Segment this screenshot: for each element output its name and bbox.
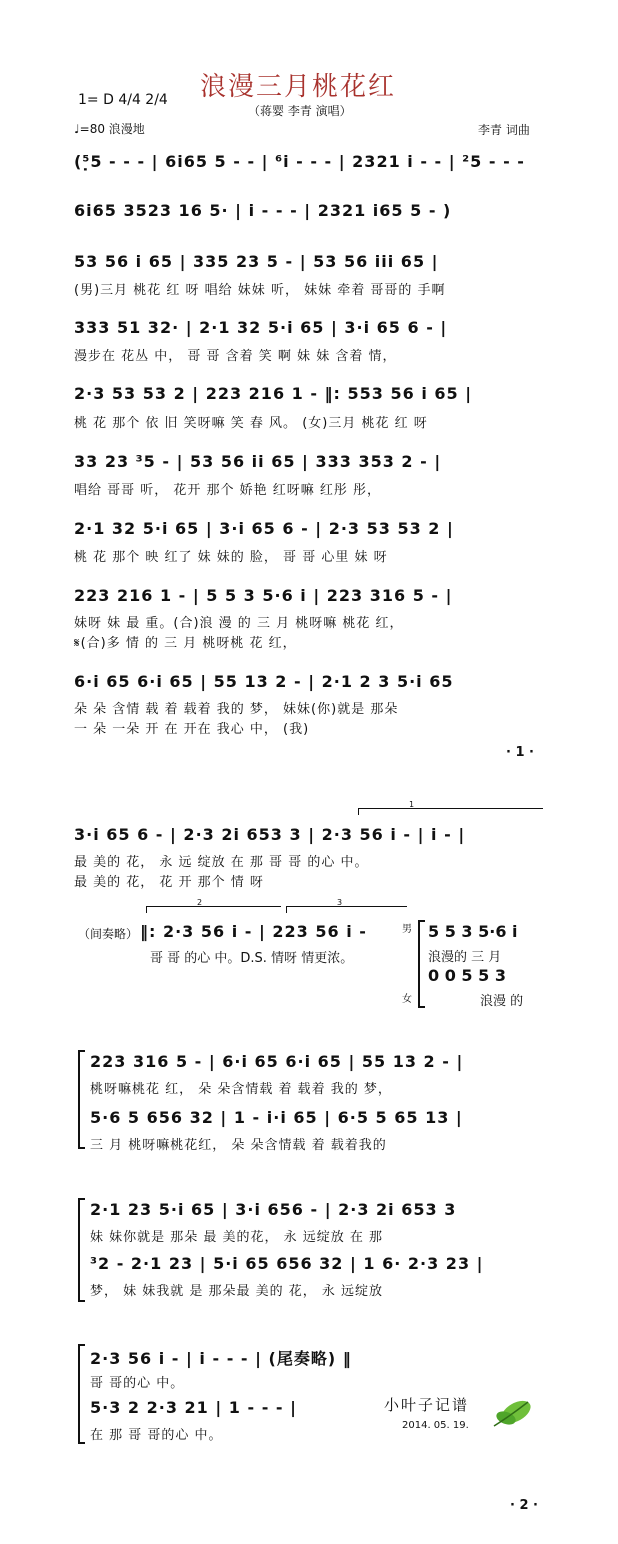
notation-line: 223 216 1 - | 5 5 3 5·6 i | 223 316 5 - | xyxy=(74,586,453,605)
notation-line: 6·i 65 6·i 65 | 55 13 2 - | 2·1 2 3 5·i 65 xyxy=(74,672,454,691)
page-number-2: · 2 · xyxy=(510,1498,538,1513)
volta-number: 3 xyxy=(337,898,343,907)
notation-line: 333 51 32· | 2·1 32 5·i 65 | 3·i 65 6 - | xyxy=(74,318,448,337)
lyric-line: 最 美的 花， 永 远 绽放 在 那 哥 哥 的心 中。 xyxy=(74,855,369,870)
notation-line: ³2 - 2·1 23 | 5·i 65 656 32 | 1 6· 2·3 23 | xyxy=(90,1254,484,1273)
notation-line: 223 316 5 - | 6·i 65 6·i 65 | 55 13 2 - | xyxy=(90,1052,464,1071)
lyric-line: (男)三月 桃花 红 呀 唱给 妹妹 听， 妹妹 牵着 哥哥的 手啊 xyxy=(74,283,446,298)
male-notation: 5 5 3 5·6 i xyxy=(428,922,518,941)
interlude-label: （间奏略） xyxy=(78,927,139,941)
male-label: 男 xyxy=(402,924,412,935)
notation-line: 2·1 23 5·i 65 | 3·i 656 - | 2·3 2i 653 3 xyxy=(90,1200,457,1219)
lyric-line: 梦， 妹 妹我就 是 那朵最 美的 花， 永 远绽放 xyxy=(90,1284,384,1299)
leaf-icon xyxy=(490,1392,536,1432)
notation-line: 2·3 53 53 2 | 223 216 1 - ‖: 553 56 i 65 | xyxy=(74,384,473,403)
volta-bracket xyxy=(358,800,543,815)
lyric-line: 三 月 桃呀嘛桃花红， 朵 朵含情载 着 载着我的 xyxy=(90,1138,387,1153)
notation-line: 5·6 5 656 32 | 1 - i·i 65 | 6·5 5 65 13 | xyxy=(90,1108,463,1127)
notation-line: ‖: 2·3 56 i - | 223 56 i - xyxy=(140,922,367,941)
notation-line: 6i65 3523 16 5· | i - - - | 2321 i65 5 - ) xyxy=(74,201,452,220)
song-title: 浪漫三月桃花红 xyxy=(200,72,397,102)
system-brace xyxy=(78,1198,85,1302)
female-lyric: 浪漫 的 xyxy=(480,994,524,1009)
volta-number: 1 xyxy=(409,800,415,809)
lyric-line-verse2: 最 美的 花， 花 开 那个 情 呀 xyxy=(74,875,264,890)
transcription-date: 2014. 05. 19. xyxy=(402,1420,469,1431)
lyric-line: 哥 哥 的心 中。D.S. 情呀 情更浓。 xyxy=(150,951,354,966)
tempo-marking: ♩=80 浪漫地 xyxy=(74,122,145,136)
lyric-line: 朵 朵 含情 载 着 载着 我的 梦， 妹妹(你)就是 那朵 xyxy=(74,702,399,717)
singers: （蒋婴 李青 演唱） xyxy=(248,104,352,118)
transcriber-stamp: 小叶子记谱 xyxy=(384,1396,470,1414)
lyric-line-verse2: 一 朵 一朵 开 在 开在 我心 中， (我) xyxy=(74,722,310,737)
author: 李青 词曲 xyxy=(478,123,530,137)
lyric-line: 桃呀嘛桃花 红， 朵 朵含情载 着 载着 我的 梦， xyxy=(90,1082,392,1097)
female-notation: 0 0 5 5 3 xyxy=(428,966,506,985)
notation-line: 3·i 65 6 - | 2·3 2i 653 3 | 2·3 56 i - | i - | xyxy=(74,825,466,844)
volta-number: 2 xyxy=(197,898,203,907)
female-label: 女 xyxy=(402,994,412,1005)
lyric-line: 哥 哥的心 中。 xyxy=(90,1376,185,1391)
notation-line: 53 56 i 65 | 335 23 5 - | 53 56 iii 65 | xyxy=(74,252,439,271)
lyric-line-verse2: 𝄋(合)多 情 的 三 月 桃呀桃 花 红， xyxy=(74,636,297,651)
lyric-line: 在 那 哥 哥的心 中。 xyxy=(90,1428,223,1443)
lyric-line: 桃 花 那个 映 红了 妹 妹的 脸， 哥 哥 心里 妹 呀 xyxy=(74,550,388,565)
notation-line: 5·3 2 2·3 21 | 1 - - - | xyxy=(90,1398,297,1417)
lyric-line: 漫步在 花丛 中， 哥 哥 含着 笑 啊 妹 妹 含着 情， xyxy=(74,349,397,364)
system-brace xyxy=(78,1344,85,1444)
male-lyric: 浪漫的 三 月 xyxy=(428,950,502,965)
notation-line: (⁵̣5 - - - | 6i65 5 - - | ⁶i - - - | 2321 i - - | ²5 - - - xyxy=(74,152,525,171)
system-brace xyxy=(78,1050,85,1149)
lyric-line: 唱给 哥哥 听， 花开 那个 娇艳 红呀嘛 红彤 彤， xyxy=(74,483,382,498)
lyric-line: 桃 花 那个 依 旧 笑呀嘛 笑 春 风。 (女)三月 桃花 红 呀 xyxy=(74,416,428,431)
lyric-line: 妹呀 妹 最 重。(合)浪 漫 的 三 月 桃呀嘛 桃花 红， xyxy=(74,616,404,631)
notation-line: 2·1 32 5·i 65 | 3·i 65 6 - | 2·3 53 53 2 | xyxy=(74,519,454,538)
lyric-line: 妹 妹你就是 那朵 最 美的花， 永 远绽放 在 那 xyxy=(90,1230,384,1245)
volta-bracket xyxy=(286,898,407,913)
notation-line: 33 23 ³5 - | 53 56 ii 65 | 333 353 2 - | xyxy=(74,452,442,471)
key-signature: 1= D 4/4 2/4 xyxy=(78,92,168,108)
notation-line: 2·3 56 i - | i - - - | (尾奏略) ‖ xyxy=(90,1349,352,1368)
system-brace xyxy=(418,920,425,1008)
volta-bracket xyxy=(146,898,281,913)
page-number-1: · 1 · xyxy=(506,745,534,760)
